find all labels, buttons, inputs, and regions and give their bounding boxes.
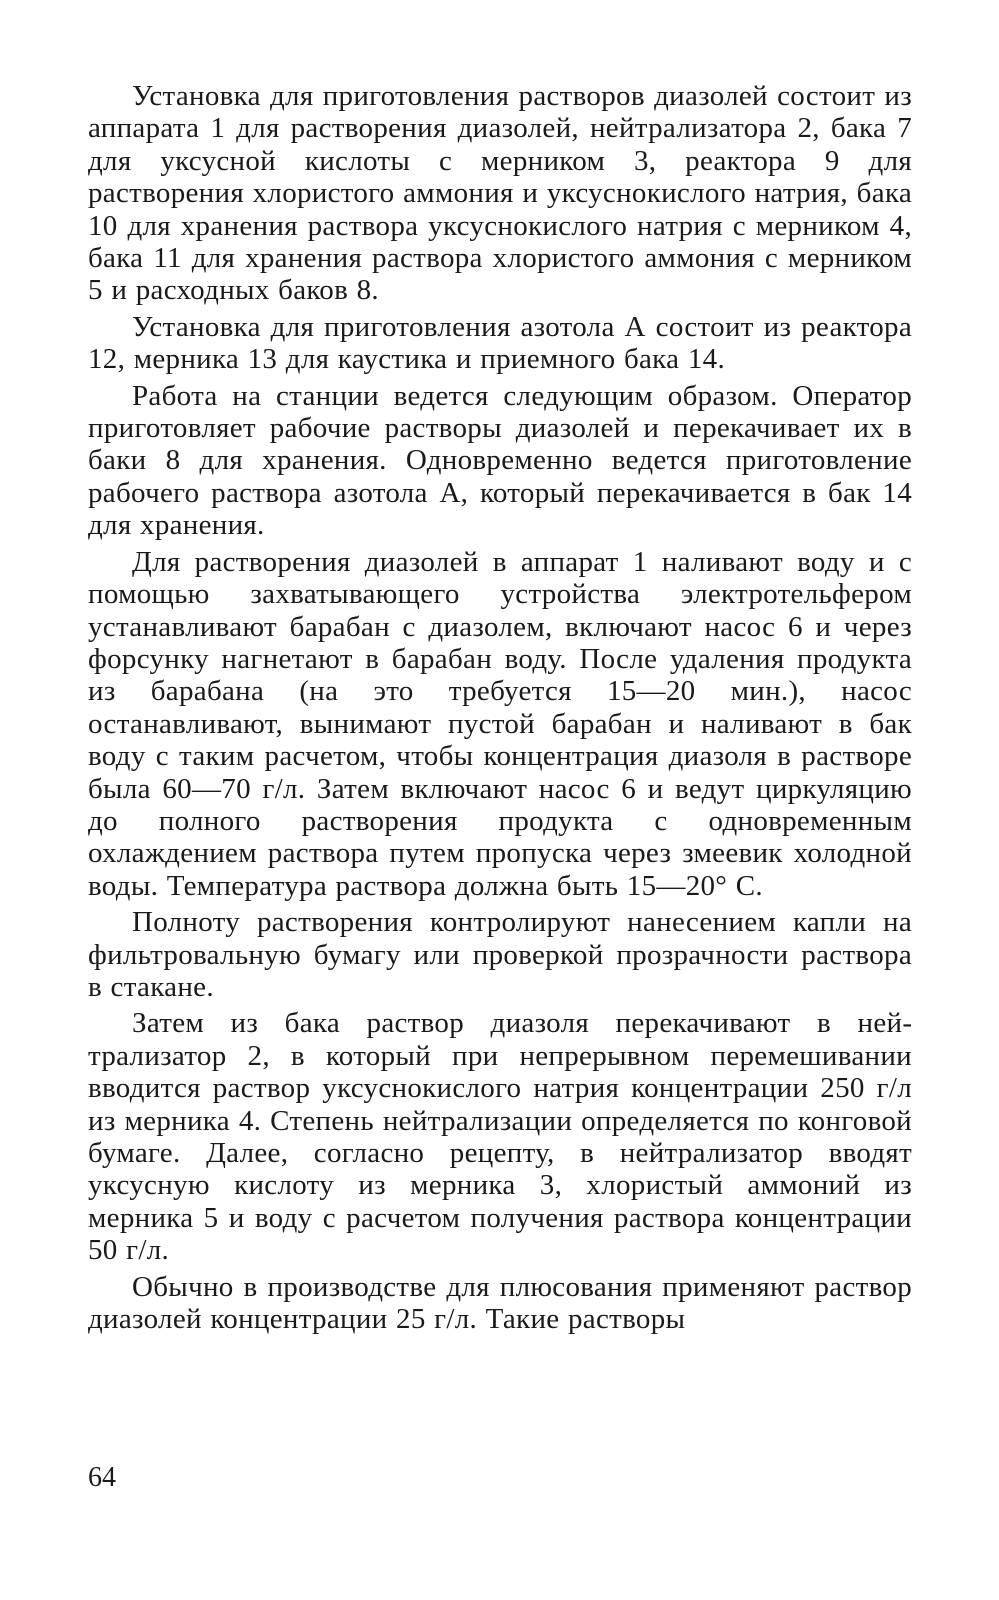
paragraph-padding-solution: Обычно в производстве для плюсования применяют раствор диазолей концентрации 25 г/л. Такие растворы (88, 1270, 912, 1336)
page-body (88, 80, 912, 1335)
paragraph-dissolving-diazoles: Для растворения диазолей в аппарат 1 наливают воду и с помощью захватывающего устройства электротельфером устанавливают барабан с диазолем, включают насос 6 и через форсунку нагнетают в барабан воду. После удаления продукта из барабана (на это требуется 15—20 мин.), насос останавливают, вынимают пустой барабан и наливают в бак воду с таким расчетом, чтобы концентрация диазоля в растворе была 60—70 г/л. Затем включают насос 6 и ведут циркуляцию до полного растворения продукта с одновременным охлаждением раствора путем пропуска через змеевик холодной воды. Температура раствора должна быть 15—20° С. (88, 545, 912, 902)
page-number: 64 (88, 1462, 116, 1493)
paragraph-neutralization: Затем из бака раствор диазоля перекачивают в нейтрализатор 2, в который при непрерывном перемешивании вводится раствор уксуснокислого натрия концентрации 250 г/л из мерника 4. Степень нейтрализации определяется по конговой бумаге. Далее, согласно рецепту, в нейтрализатор вводят уксусную кислоту из мерника 3, хлористый аммоний из мерника 5 и воду с расчетом получения раствора концентрации 50 г/л. (88, 1007, 912, 1267)
paragraph-station-operation: Работа на станции ведется следующим образом. Оператор приготовляет рабочие растворы диазолей и перекачивает их в баки 8 для хранения. Одновременно ведется приготовление рабочего раствора азотола А, который перекачивается в бак 14 для хранения. (88, 379, 912, 542)
paragraph-dissolution-control: Полноту растворения контролируют нанесением капли на фильтровальную бумагу или проверкой прозрачности раствора в стакане. (88, 906, 912, 1003)
paragraph-installation-diazole: Установка для приготовления растворов диазолей состоит из аппарата 1 для растворения диазолей, нейтрализатора 2, бака 7 для уксусной кислоты с мерником 3, реактора 9 для растворения хлористого аммония и уксуснокислого натрия, бака 10 для хранения раствора уксуснокислого натрия с мерником 4, бака 11 для хранения раствора хлористого аммония с мерником 5 и расходных баков 8. (88, 80, 912, 307)
paragraph-installation-azotol: Установка для приготовления азотола А состоит из реактора 12, мерника 13 для каустика и приемного бака 14. (88, 310, 912, 376)
